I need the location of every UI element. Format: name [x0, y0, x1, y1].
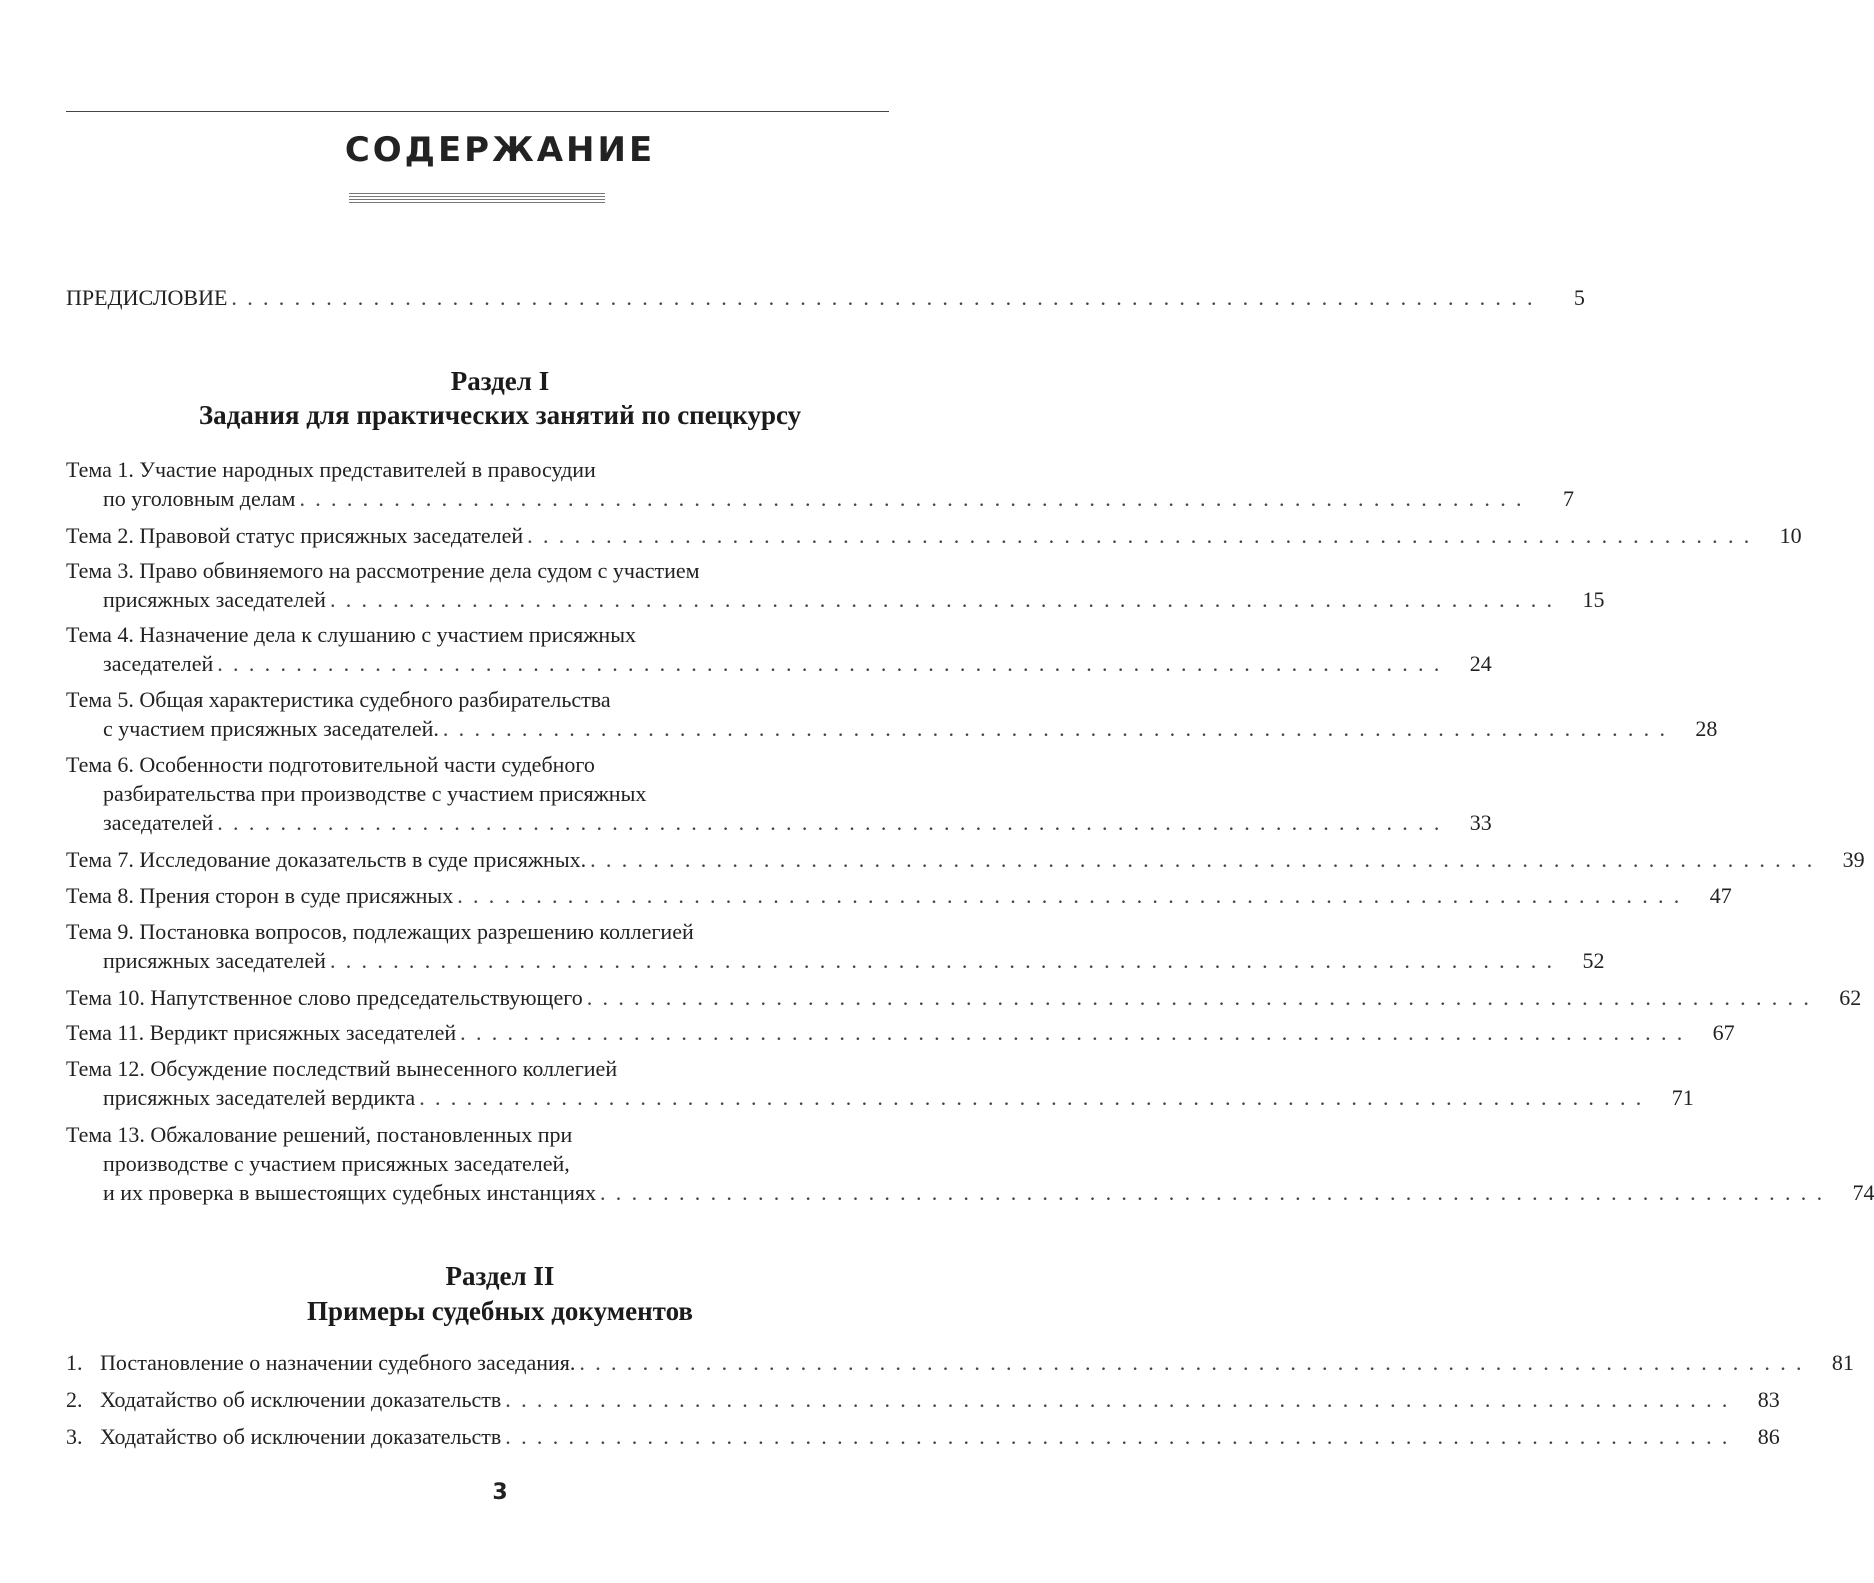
title-underline [349, 193, 605, 197]
toc-item-number: 3. [66, 1424, 83, 1449]
toc-entry[interactable] [66, 917, 1605, 975]
toc-entry-title: присяжных заседателей [103, 587, 326, 612]
toc-page-number: 39 [1842, 847, 1865, 872]
toc-entry-title: производстве с участием присяжных заседателей, [103, 1151, 570, 1176]
toc-document-entry[interactable] [66, 1385, 1780, 1414]
toc-page-number: 71 [1671, 1085, 1694, 1110]
toc-entry-title: Постановление о назначении судебного заседания. [100, 1350, 576, 1375]
title-underline-2 [349, 199, 605, 203]
toc-entry-title: заседателей [103, 651, 214, 676]
toc-entry-title: Тема 3. Право обвиняемого на рассмотрение дела судом с участием [66, 558, 700, 583]
section-subheading: Задания для практических занятий по спецкурсу [198, 400, 802, 430]
toc-entry[interactable] [66, 1018, 1735, 1047]
section-heading: Раздел I [450, 366, 550, 396]
section-heading: Раздел II [445, 1261, 555, 1291]
toc-entry-title: и их проверка в вышестоящих судебных инстанциях [103, 1180, 596, 1205]
toc-entry-title: Тема 9. Постановка вопросов, подлежащих разрешению коллегией [66, 919, 694, 944]
toc-entry-title: с участием присяжных заседателей. [103, 716, 439, 741]
leader-dots: . . . . . . . . . . . . . . . . . . . . . . . . . . . . . . . . . . . . . . . . . . . . . . . . . . . . . . . . . . . . . . . . . . . . . . . . . . . . . . [329, 587, 1555, 612]
toc-page-number: 62 [1839, 985, 1862, 1010]
toc-entry-title: Тема 11. Вердикт присяжных заседателей [66, 1020, 457, 1045]
toc-page-number: 28 [1695, 716, 1718, 741]
toc-entry-title: Ходатайство об исключении доказательств [100, 1424, 502, 1449]
toc-page-number: 74 [1852, 1180, 1874, 1205]
leader-dots: . . . . . . . . . . . . . . . . . . . . . . . . . . . . . . . . . . . . . . . . . . . . . . . . . . . . . . . . . . . . . . . . . . . . . . . . . . . . . . [590, 847, 1815, 872]
toc-entry[interactable] [66, 881, 1732, 910]
toc-entry-title: присяжных заседателей вердикта [103, 1085, 416, 1110]
toc-entry-title: Тема 7. Исследование доказательств в суде присяжных. [66, 847, 587, 872]
toc-entry-title: Ходатайство об исключении доказательств [100, 1387, 502, 1412]
toc-document-entry[interactable] [66, 1422, 1780, 1451]
leader-dots: . . . . . . . . . . . . . . . . . . . . . . . . . . . . . . . . . . . . . . . . . . . . . . . . . . . . . . . . . . . . . . . . . . . . . . . . . . . . . . [505, 1387, 1730, 1412]
toc-entry[interactable] [66, 455, 1574, 513]
toc-entry[interactable] [66, 521, 1802, 550]
leader-dots: . . . . . . . . . . . . . . . . . . . . . . . . . . . . . . . . . . . . . . . . . . . . . . . . . . . . . . . . . . . . . . . . . . . . . . . . . . . . . . [457, 883, 1682, 908]
leader-dots: . . . . . . . . . . . . . . . . . . . . . . . . . . . . . . . . . . . . . . . . . . . . . . . . . . . . . . . . . . . . . . . . . . . . . . . . . . . . . . [579, 1350, 1804, 1375]
toc-entry[interactable] [66, 620, 1492, 678]
toc-page-number: 7 [1562, 486, 1574, 511]
leader-dots: . . . . . . . . . . . . . . . . . . . . . . . . . . . . . . . . . . . . . . . . . . . . . . . . . . . . . . . . . . . . . . . . . . . . . . . . . . . . . . [299, 486, 1524, 511]
toc-entry-title: ПРЕДИСЛОВИЕ [66, 285, 228, 310]
toc-entry-title: Тема 12. Обсуждение последствий вынесенного коллегией [66, 1056, 618, 1081]
toc-entry-title: Тема 5. Общая характеристика судебного разбирательства [66, 687, 611, 712]
section-subheading: Примеры судебных документов [307, 1296, 693, 1326]
toc-page-number: 67 [1712, 1020, 1735, 1045]
toc-entry[interactable] [66, 845, 1865, 874]
leader-dots: . . . . . . . . . . . . . . . . . . . . . . . . . . . . . . . . . . . . . . . . . . . . . . . . . . . . . . . . . . . . . . . . . . . . . . . . . . . . . . [599, 1180, 1825, 1205]
toc-page-number: 52 [1582, 948, 1605, 973]
toc-page-number: 24 [1469, 651, 1492, 676]
toc-entry-title: по уголовным делам [103, 486, 296, 511]
toc-entry-title: заседателей [103, 810, 214, 835]
toc-entry[interactable] [66, 556, 1605, 614]
leader-dots: . . . . . . . . . . . . . . . . . . . . . . . . . . . . . . . . . . . . . . . . . . . . . . . . . . . . . . . . . . . . . . . . . . . . . . . . . . . . . . [527, 523, 1752, 548]
leader-dots: . . . . . . . . . . . . . . . . . . . . . . . . . . . . . . . . . . . . . . . . . . . . . . . . . . . . . . . . . . . . . . . . . . . . . . . . . . . . . . [329, 948, 1555, 973]
top-rule [66, 111, 889, 112]
toc-entry-title: Тема 1. Участие народных представителей в правосудии [66, 457, 596, 482]
toc-entry-title: Тема 2. Правовой статус присяжных заседателей [66, 523, 524, 548]
toc-entry[interactable] [66, 685, 1718, 743]
toc-item-number: 1. [66, 1350, 83, 1375]
toc-page-number: 86 [1757, 1424, 1780, 1449]
toc-page-number: 10 [1779, 523, 1802, 548]
leader-dots: . . . . . . . . . . . . . . . . . . . . . . . . . . . . . . . . . . . . . . . . . . . . . . . . . . . . . . . . . . . . . . . . . . . . . . . . . . . . . . [460, 1020, 1685, 1045]
leader-dots: . . . . . . . . . . . . . . . . . . . . . . . . . . . . . . . . . . . . . . . . . . . . . . . . . . . . . . . . . . . . . . . . . . . . . . . . . . . . . . [419, 1085, 1644, 1110]
toc-page-number: 33 [1469, 810, 1492, 835]
toc-entry-title: разбирательства при производстве с участием присяжных [103, 781, 647, 806]
toc-page-number: 81 [1831, 1350, 1854, 1375]
leader-dots: . . . . . . . . . . . . . . . . . . . . . . . . . . . . . . . . . . . . . . . . . . . . . . . . . . . . . . . . . . . . . . . . . . . . . . . . . . . . . . [217, 651, 1442, 676]
toc-entry-preface[interactable] [66, 283, 1585, 312]
toc-entry-title: Тема 6. Особенности подготовительной части судебного [66, 752, 595, 777]
toc-entry[interactable] [66, 983, 1862, 1012]
page-title: СОДЕРЖАНИЕ [344, 130, 656, 170]
toc-entry-title: присяжных заседателей [103, 948, 326, 973]
toc-entry[interactable] [66, 1120, 1874, 1207]
toc-entry-title: Тема 8. Прения сторон в суде присяжных [66, 883, 454, 908]
toc-entry-title: Тема 4. Назначение дела к слушанию с участием присяжных [66, 622, 636, 647]
toc-entry-title: Тема 10. Напутственное слово председательствующего [66, 985, 583, 1010]
leader-dots: . . . . . . . . . . . . . . . . . . . . . . . . . . . . . . . . . . . . . . . . . . . . . . . . . . . . . . . . . . . . . . . . . . . . . . . . . . . . . . . . . . . [231, 285, 1535, 310]
leader-dots: . . . . . . . . . . . . . . . . . . . . . . . . . . . . . . . . . . . . . . . . . . . . . . . . . . . . . . . . . . . . . . . . . . . . . . . . . . . . . . [586, 985, 1812, 1010]
toc-page-number: 15 [1582, 587, 1605, 612]
toc-page-number: 83 [1757, 1387, 1780, 1412]
leader-dots: . . . . . . . . . . . . . . . . . . . . . . . . . . . . . . . . . . . . . . . . . . . . . . . . . . . . . . . . . . . . . . . . . . . . . . . . . . . . . . [217, 810, 1442, 835]
toc-entry[interactable] [66, 1054, 1694, 1112]
leader-dots: . . . . . . . . . . . . . . . . . . . . . . . . . . . . . . . . . . . . . . . . . . . . . . . . . . . . . . . . . . . . . . . . . . . . . . . . . . . . . . [442, 716, 1668, 741]
toc-entry[interactable] [66, 750, 1492, 837]
toc-page-number: 47 [1709, 883, 1732, 908]
toc-entry-title: Тема 13. Обжалование решений, постановленных при [66, 1122, 573, 1147]
toc-page-number: 5 [1573, 285, 1585, 310]
leader-dots: . . . . . . . . . . . . . . . . . . . . . . . . . . . . . . . . . . . . . . . . . . . . . . . . . . . . . . . . . . . . . . . . . . . . . . . . . . . . . . [505, 1424, 1730, 1449]
toc-document-entry[interactable] [66, 1348, 1854, 1377]
toc-item-number: 2. [66, 1387, 83, 1412]
page-number: 3 [492, 1480, 508, 1505]
